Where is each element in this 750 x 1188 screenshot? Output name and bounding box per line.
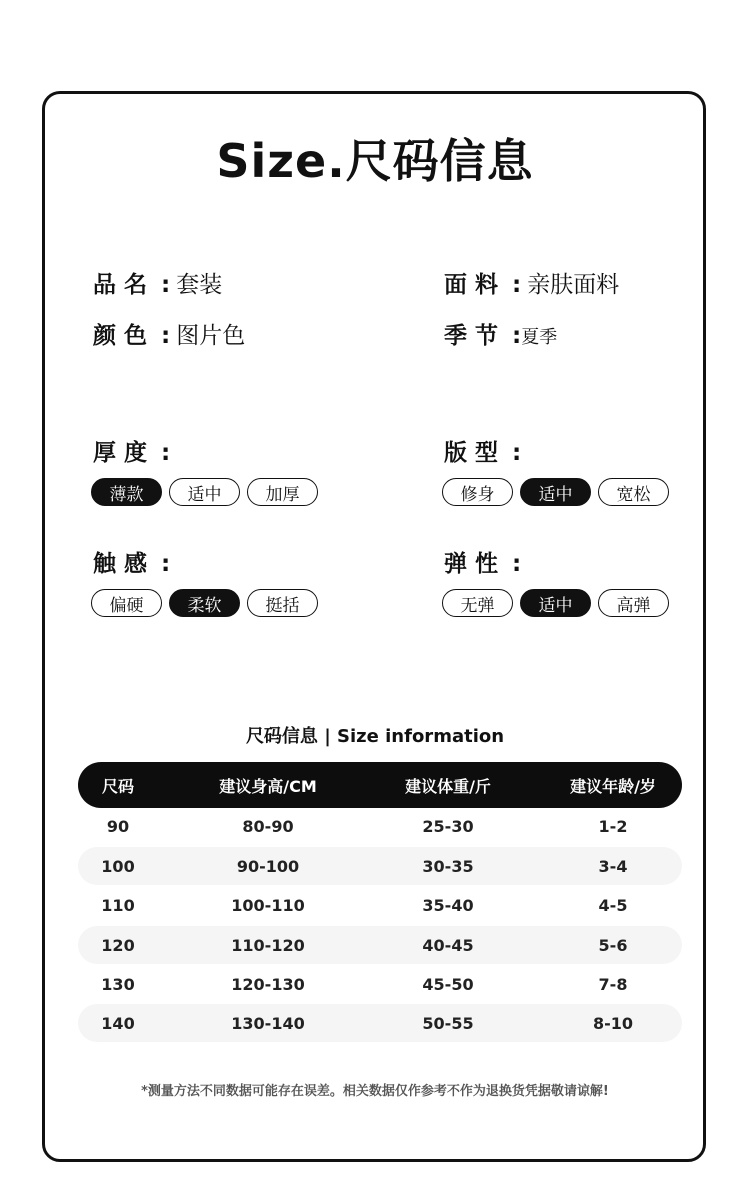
info-name-colon: :	[161, 272, 171, 298]
cell-weight: 50-55	[422, 1013, 474, 1033]
fit-label-text: 版 型	[444, 440, 499, 466]
cell-age: 3-4	[598, 856, 628, 876]
cell-weight: 25-30	[422, 816, 474, 836]
table-row	[78, 886, 682, 924]
cell-height: 120-130	[231, 974, 305, 994]
elasticity-label-colon: :	[512, 551, 522, 577]
info-name	[93, 266, 222, 299]
feel-options	[91, 589, 318, 617]
size-table-title: 尺码信息 | Size information	[245, 726, 505, 747]
header-size: 尺码	[101, 776, 134, 796]
info-season	[444, 317, 557, 350]
elasticity-options	[442, 589, 669, 617]
cell-size: 100	[101, 856, 135, 876]
cell-height: 90-100	[236, 856, 300, 876]
elasticity-option-medium[interactable]: 适中	[520, 589, 591, 617]
thickness-label-colon: :	[161, 440, 171, 466]
fit-options	[442, 478, 669, 506]
disclaimer-note: *测量方法不同数据可能存在误差。相关数据仅作参考不作为退换货凭据敬请谅解!	[141, 1084, 609, 1099]
cell-height: 80-90	[242, 816, 294, 836]
cell-size: 90	[106, 816, 130, 836]
elasticity-label	[444, 545, 521, 578]
table-row	[78, 807, 682, 845]
page-title: Size.尺码信息	[216, 134, 534, 188]
feel-option-crisp[interactable]: 挺括	[247, 589, 318, 617]
elasticity-option-high[interactable]: 高弹	[598, 589, 669, 617]
info-name-value: 套装	[176, 272, 223, 298]
feel-option-soft[interactable]: 柔软	[169, 589, 240, 617]
info-fabric-label: 面 料	[444, 272, 499, 298]
cell-weight: 45-50	[422, 974, 474, 994]
fit-label	[444, 434, 521, 467]
fit-option-loose[interactable]: 宽松	[598, 478, 669, 506]
cell-age: 7-8	[598, 974, 628, 994]
cell-size: 120	[101, 935, 135, 955]
info-season-colon: :	[512, 323, 522, 349]
cell-age: 8-10	[592, 1013, 634, 1033]
thickness-options	[91, 478, 318, 506]
table-row	[78, 965, 682, 1003]
info-season-value: 夏季	[521, 327, 558, 348]
header-age: 建议年龄/岁	[570, 776, 656, 796]
thickness-label	[93, 434, 170, 467]
fit-label-colon: :	[512, 440, 522, 466]
cell-weight: 40-45	[422, 935, 474, 955]
cell-size: 140	[101, 1013, 135, 1033]
cell-height: 110-120	[231, 935, 305, 955]
cell-age: 5-6	[598, 935, 628, 955]
info-color-value: 图片色	[176, 323, 246, 349]
feel-label	[93, 545, 170, 578]
elasticity-option-none[interactable]: 无弹	[442, 589, 513, 617]
thickness-option-thin[interactable]: 薄款	[91, 478, 162, 506]
fit-option-regular[interactable]: 适中	[520, 478, 591, 506]
cell-age: 1-2	[598, 816, 628, 836]
info-fabric-value: 亲肤面料	[527, 272, 620, 298]
header-weight: 建议体重/斤	[405, 776, 491, 796]
info-season-label: 季 节	[444, 323, 499, 349]
thickness-label-text: 厚 度	[93, 440, 148, 466]
cell-age: 4-5	[598, 895, 628, 915]
info-fabric	[444, 266, 619, 299]
thickness-option-thick[interactable]: 加厚	[247, 478, 318, 506]
cell-height: 100-110	[231, 895, 305, 915]
cell-weight: 35-40	[422, 895, 474, 915]
elasticity-label-text: 弹 性	[444, 551, 499, 577]
table-row	[78, 1004, 682, 1042]
feel-label-text: 触 感	[93, 551, 148, 577]
cell-size: 110	[101, 895, 135, 915]
fit-option-slim[interactable]: 修身	[442, 478, 513, 506]
thickness-option-medium[interactable]: 适中	[169, 478, 240, 506]
feel-option-stiff[interactable]: 偏硬	[91, 589, 162, 617]
feel-label-colon: :	[161, 551, 171, 577]
table-row	[78, 926, 682, 964]
cell-height: 130-140	[231, 1013, 305, 1033]
cell-weight: 30-35	[422, 856, 474, 876]
cell-size: 130	[101, 974, 135, 994]
info-fabric-colon: :	[512, 272, 522, 298]
info-color-label: 颜 色	[93, 323, 148, 349]
header-height: 建议身高/CM	[219, 776, 317, 796]
table-row	[78, 847, 682, 885]
info-name-label: 品 名	[93, 272, 148, 298]
info-color	[93, 317, 245, 350]
info-color-colon: :	[161, 323, 171, 349]
size-table-header	[78, 762, 682, 808]
